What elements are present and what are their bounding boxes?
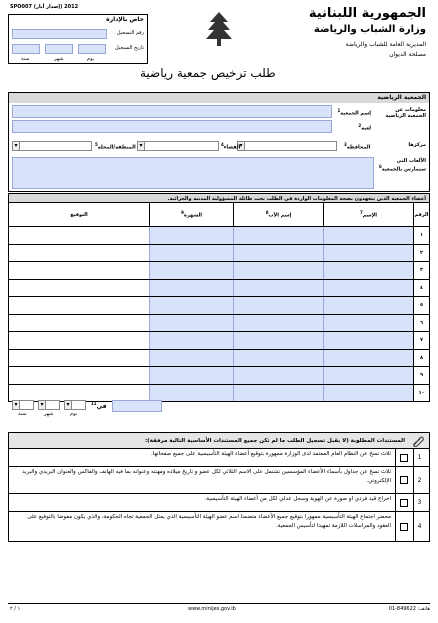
member-surname-field[interactable] (150, 314, 234, 332)
department-title: مصلحة الديوان (389, 51, 426, 58)
registration-year-field[interactable] (12, 44, 40, 54)
member-name-field[interactable] (324, 262, 414, 280)
year-label: سنة (21, 56, 30, 62)
document-checkbox[interactable] (400, 454, 408, 462)
document-checkbox-cell (395, 449, 411, 466)
registration-month-field[interactable] (45, 44, 73, 54)
district-label: القضاء$^4$ (221, 142, 241, 151)
location-label: مركزها (408, 142, 426, 148)
member-surname-field[interactable] (150, 384, 234, 402)
member-name-field[interactable] (324, 314, 414, 332)
document-item-number: 3 (413, 494, 425, 511)
member-surname-field[interactable] (150, 227, 234, 245)
association-name-field[interactable] (12, 105, 332, 118)
date-line (8, 400, 188, 420)
document-item (8, 512, 430, 542)
member-row (9, 314, 430, 332)
documents-header (8, 432, 430, 449)
form-title: طلب ترخيص جمعية رياضية (140, 66, 276, 80)
document-item-text: محضر اجتماع الهيئة التأسيسية ممهورا بتوقيع جميع الأعضاء متضمنا اسم عضو الهيئة التأسيسية الذي يمثل الجمعية تجاه الحكومة، والذي يكون مفوضا بالتوقيع على العقود والمراسلات اللازمة تمهيدا لتأسيس الجمعية. (27, 514, 391, 529)
date-year-label: سنة (18, 411, 27, 417)
day-label: يوم (87, 56, 95, 62)
member-row-number: ٨ (414, 349, 430, 367)
date-month-label: شهر (44, 411, 54, 417)
area-label: المنطقة/المحلة$^5$ (95, 142, 136, 151)
member-row (9, 279, 430, 297)
member-name-field[interactable] (324, 279, 414, 297)
member-name-field[interactable] (324, 349, 414, 367)
document-item-text: اخراج قيد فردي او صورة عن الهوية وسجل عدلي لكل من أعضاء الهيئة التأسيسية. (204, 496, 391, 502)
date-day-label: يوم (70, 411, 78, 417)
document-item-number: 4 (413, 512, 425, 541)
member-signature-cell (9, 384, 150, 402)
district-select[interactable] (137, 141, 219, 151)
member-surname-field[interactable] (150, 349, 234, 367)
governorate-label: المحافظة$^3$ (344, 142, 371, 151)
admin-box (8, 14, 148, 64)
document-checkbox[interactable] (400, 476, 408, 484)
cedar-logo-icon (205, 10, 233, 48)
governorate-select[interactable] (237, 141, 337, 151)
member-name-field[interactable] (324, 227, 414, 245)
member-row (9, 367, 430, 385)
member-row-number: ٤ (414, 279, 430, 297)
association-section-title: الجمعية الرياضية (377, 94, 426, 101)
member-surname-field[interactable] (150, 332, 234, 350)
chevron-down-icon: ▾ (13, 142, 20, 150)
member-signature-cell (9, 314, 150, 332)
area-select[interactable] (12, 141, 92, 151)
member-father-field[interactable] (234, 262, 324, 280)
member-father-field[interactable] (234, 384, 324, 402)
member-name-field[interactable] (324, 297, 414, 315)
member-signature-cell (9, 244, 150, 262)
registration-no-label: رقم التسجيل (116, 30, 144, 36)
member-father-field[interactable] (234, 314, 324, 332)
month-label: شهر (54, 56, 64, 62)
member-signature-cell (9, 349, 150, 367)
document-checkbox-cell (395, 467, 411, 493)
footer-page: ١ / ٢ (10, 606, 21, 612)
member-signature-cell (9, 279, 150, 297)
member-row (9, 227, 430, 245)
member-row-number: ١٠ (414, 384, 430, 402)
date-in-label: في$^{11}$ (91, 401, 107, 410)
member-name-field[interactable] (324, 244, 414, 262)
ministry-title: وزارة الشباب والرياضة (313, 24, 426, 35)
chevron-down-icon: ▾ (65, 401, 72, 409)
member-name-field[interactable] (324, 332, 414, 350)
member-row (9, 384, 430, 402)
members-table-header (9, 203, 430, 227)
document-item-number: 1 (413, 449, 425, 466)
member-surname-field[interactable] (150, 297, 234, 315)
member-signature-cell (9, 262, 150, 280)
document-checkbox[interactable] (400, 523, 408, 531)
games-label: الألعاب التي ستمارس بالجمعية$^6$ (379, 158, 426, 173)
registration-no-field[interactable] (12, 29, 107, 39)
members-table (8, 202, 430, 402)
member-row (9, 262, 430, 280)
document-checkbox[interactable] (400, 499, 408, 507)
member-father-field[interactable] (234, 367, 324, 385)
member-surname-field[interactable] (150, 244, 234, 262)
document-checkbox-cell (395, 512, 411, 541)
member-father-field[interactable] (234, 227, 324, 245)
member-father-field[interactable] (234, 244, 324, 262)
footer-divider (8, 603, 430, 604)
chevron-down-icon: ▾ (238, 142, 245, 150)
member-name-field[interactable] (324, 384, 414, 402)
documents-title: المستندات المطلوبة (لا يقبل تسجيل الطلب ما لم تكن جميع المستندات الأساسية التالية مرفقة): (144, 438, 405, 444)
member-row-number: ٦ (414, 314, 430, 332)
member-row (9, 349, 430, 367)
member-row (9, 332, 430, 350)
member-name-field[interactable] (324, 367, 414, 385)
document-item (8, 449, 430, 467)
col-father: إسم الأب$^8$ (234, 203, 324, 227)
directorate-title: المديرية العامة للشباب والرياضة (345, 41, 426, 48)
registration-date-label: تاريخ التسجيل (115, 45, 144, 51)
col-surname: الشهرة$^9$ (150, 203, 234, 227)
member-surname-field[interactable] (150, 279, 234, 297)
association-section (8, 92, 430, 192)
member-row-number: ٧ (414, 332, 430, 350)
registration-day-field[interactable] (78, 44, 106, 54)
member-surname-field[interactable] (150, 262, 234, 280)
games-field[interactable] (12, 157, 374, 189)
member-signature-cell (9, 227, 150, 245)
paperclip-icon (411, 435, 425, 448)
footer-website[interactable]: www.minijes.gov.lb (188, 606, 236, 612)
document-item-text: ثلاث نسخ عن النظام العام المعتمد لدى الوزارة ممهورة بتوقيع أعضاء الهيئة التأسيسية على جميع صفحاتها. (151, 451, 391, 457)
member-signature-cell (9, 367, 150, 385)
member-row-number: ٣ (414, 262, 430, 280)
document-item-text: ثلاث نسخ عن جداول بأسماء الأعضاء المؤسسين تشتمل على الاسم الثلاثي لكل عضو و تاريخ ميلاده ومهنته وعنوانه بما فيه الهاتف والفاكس والعنوان البريدي والبريد الإلكتروني. (22, 469, 391, 484)
sport-field[interactable] (12, 120, 332, 133)
member-signature-cell (9, 297, 150, 315)
member-row-number: ١ (414, 227, 430, 245)
member-row-number: ٥ (414, 297, 430, 315)
association-name-label: إسم الجمعية$^1$ (337, 108, 371, 117)
footer-phone: هاتف: 849622-01 (388, 606, 430, 612)
date-place-field[interactable] (112, 400, 162, 412)
col-signature: التوقيع (9, 203, 150, 227)
member-father-field[interactable] (234, 297, 324, 315)
member-father-field[interactable] (234, 332, 324, 350)
date-day-select[interactable] (64, 400, 86, 410)
association-section-header (9, 93, 429, 103)
date-year-select[interactable] (12, 400, 34, 410)
col-name: الإسم$^7$ (324, 203, 414, 227)
date-month-select[interactable] (38, 400, 60, 410)
member-father-field[interactable] (234, 279, 324, 297)
country-title: الجمهورية اللبنانية (308, 6, 426, 21)
chevron-down-icon: ▾ (138, 142, 145, 150)
sport-label: لعبة$^2$ (358, 123, 371, 132)
reference-code: SPO007 (إصدار أيار) 2012 (10, 4, 79, 10)
document-item-number: 2 (413, 467, 425, 493)
member-father-field[interactable] (234, 349, 324, 367)
member-row (9, 244, 430, 262)
col-number: الرقم (414, 203, 430, 227)
document-item (8, 494, 430, 512)
document-item (8, 467, 430, 494)
chevron-down-icon: ▾ (13, 401, 20, 409)
member-row-number: ٩ (414, 367, 430, 385)
admin-box-title: خاص بالإدارة (106, 16, 144, 23)
member-surname-field[interactable] (150, 367, 234, 385)
member-signature-cell (9, 332, 150, 350)
member-row-number: ٢ (414, 244, 430, 262)
member-row (9, 297, 430, 315)
association-info-label: معلومات عن الجمعية الرياضية (385, 107, 426, 119)
members-header-note: أعضاء الجمعية الذين يتعهدون بصحة المعلومات الواردة في الطلب تحت طائلة المسؤولية المدنية والجزائية. (167, 196, 426, 202)
document-checkbox-cell (395, 494, 411, 511)
chevron-down-icon: ▾ (39, 401, 46, 409)
